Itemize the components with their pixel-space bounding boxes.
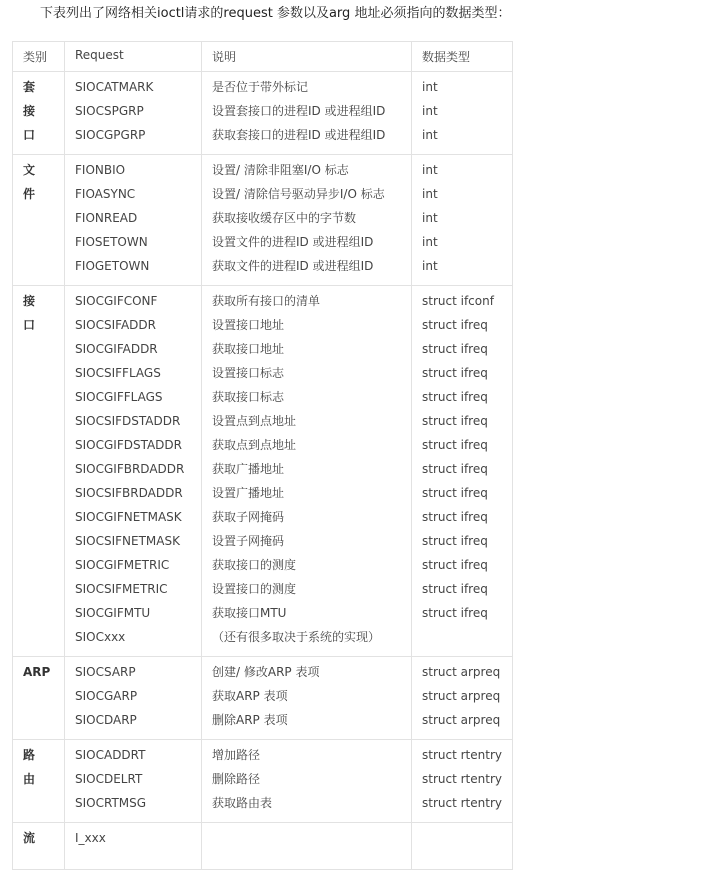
request-cell-line: SIOCGIFMTU	[75, 606, 151, 620]
request-cell-line: FIOGETOWN	[75, 259, 150, 273]
data-type-cell-line: struct ifreq	[422, 462, 488, 476]
description-cell-line: 获取接口标志	[212, 390, 285, 404]
description-cell-line: 获取套接口的进程ID 或进程组ID	[212, 128, 386, 142]
request-cell	[65, 657, 202, 740]
data-type-cell-line: struct rtentry	[422, 748, 502, 762]
data-type-cell-line: struct ifreq	[422, 558, 488, 572]
request-cell	[65, 286, 202, 657]
data-type-cell	[412, 72, 513, 155]
request-cell	[65, 155, 202, 286]
description-cell-line: 删除路径	[212, 772, 261, 786]
category-cell	[13, 286, 65, 657]
description-cell-line: 获取点到点地址	[212, 438, 297, 452]
request-cell-line: SIOCSIFADDR	[75, 318, 156, 332]
category-cell-line: 路	[23, 748, 36, 762]
header-category: 类别	[13, 42, 65, 72]
description-cell	[202, 155, 412, 286]
table-header-row	[13, 42, 513, 72]
description-cell-line: （还有很多取决于系统的实现）	[212, 630, 381, 644]
description-cell-line: 设置接口标志	[212, 366, 285, 380]
table-row	[13, 155, 513, 286]
description-cell-line: 增加路径	[212, 748, 261, 762]
request-cell-line: FIONBIO	[75, 163, 126, 177]
request-cell-line: SIOCGIFFLAGS	[75, 390, 163, 404]
request-cell-line: SIOCGIFNETMASK	[75, 510, 182, 524]
data-type-cell-line: int	[422, 80, 438, 94]
description-cell	[202, 657, 412, 740]
description-cell-line: 设置文件的进程ID 或进程组ID	[212, 235, 374, 249]
description-cell-line: 设置子网掩码	[212, 534, 285, 548]
request-cell-line: SIOCSIFFLAGS	[75, 366, 161, 380]
description-cell	[202, 823, 412, 870]
data-type-cell-line: struct ifreq	[422, 414, 488, 428]
request-cell-line: SIOCGPGRP	[75, 128, 146, 142]
category-cell-line: 接	[23, 104, 36, 118]
data-type-cell-line: int	[422, 211, 438, 225]
category-cell-line: ARP	[23, 665, 51, 679]
description-cell-line: 获取接口地址	[212, 342, 285, 356]
category-cell-line: 口	[23, 128, 36, 142]
description-cell-line: 设置接口地址	[212, 318, 285, 332]
data-type-cell-line: struct ifreq	[422, 486, 488, 500]
request-cell-line: SIOCSIFNETMASK	[75, 534, 180, 548]
data-type-cell-line: struct arpreq	[422, 689, 501, 703]
request-cell	[65, 740, 202, 823]
request-cell-line: SIOCSIFBRDADDR	[75, 486, 183, 500]
description-cell	[202, 286, 412, 657]
table-row	[13, 72, 513, 155]
data-type-cell-line: int	[422, 187, 438, 201]
request-cell-line: SIOCSPGRP	[75, 104, 144, 118]
description-cell-line: 设置/ 清除非阻塞I/O 标志	[212, 163, 349, 177]
category-cell	[13, 155, 65, 286]
data-type-cell-line: int	[422, 163, 438, 177]
category-cell	[13, 740, 65, 823]
request-cell-line: SIOCSIFMETRIC	[75, 582, 168, 596]
data-type-cell-line: struct ifreq	[422, 606, 488, 620]
category-cell-line: 套	[23, 80, 36, 94]
request-cell-line: SIOCxxx	[75, 630, 126, 644]
data-type-cell-line: struct ifreq	[422, 366, 488, 380]
data-type-cell	[412, 823, 513, 870]
category-cell-line: 口	[23, 318, 36, 332]
data-type-cell-line: struct ifreq	[422, 438, 488, 452]
category-cell	[13, 657, 65, 740]
data-type-cell	[412, 740, 513, 823]
category-cell-line: 件	[23, 187, 36, 201]
description-cell-line: 获取接口MTU	[212, 606, 287, 620]
table-row	[13, 657, 513, 740]
ioctl-table	[12, 41, 513, 870]
category-cell	[13, 72, 65, 155]
data-type-cell-line	[422, 830, 502, 854]
description-cell-line: 获取文件的进程ID 或进程组ID	[212, 259, 374, 273]
description-cell-line: 获取路由表	[212, 796, 273, 810]
data-type-cell-line: struct arpreq	[422, 665, 501, 679]
request-cell	[65, 72, 202, 155]
data-type-cell-line	[422, 629, 502, 653]
data-type-cell-line: struct ifreq	[422, 318, 488, 332]
request-cell-line: SIOCSIFDSTADDR	[75, 414, 181, 428]
request-cell	[65, 823, 202, 870]
data-type-cell-line: struct ifreq	[422, 582, 488, 596]
description-cell-line	[212, 830, 401, 854]
data-type-cell-line: struct rtentry	[422, 772, 502, 786]
request-cell-line: FIOSETOWN	[75, 235, 148, 249]
description-cell-line: 创建/ 修改ARP 表项	[212, 665, 320, 679]
request-cell-line: FIONREAD	[75, 211, 138, 225]
data-type-cell-line: struct arpreq	[422, 713, 501, 727]
category-cell	[13, 823, 65, 870]
data-type-cell	[412, 155, 513, 286]
request-cell-line: SIOCGIFMETRIC	[75, 558, 170, 572]
data-type-cell-line: int	[422, 235, 438, 249]
header-description: 说明	[202, 42, 412, 72]
table-row	[13, 286, 513, 657]
data-type-cell-line: struct ifreq	[422, 342, 488, 356]
intro-paragraph: 下表列出了网络相关ioctl请求的request 参数以及arg 地址必须指向的数据类型：	[40, 6, 511, 21]
request-cell-line: SIOCGIFCONF	[75, 294, 158, 308]
data-type-cell-line: struct rtentry	[422, 796, 502, 810]
description-cell-line: 设置接口的测度	[212, 582, 297, 596]
data-type-cell-line: int	[422, 128, 438, 142]
request-cell-line: FIOASYNC	[75, 187, 136, 201]
description-cell-line: 获取广播地址	[212, 462, 285, 476]
category-cell-line: 接	[23, 294, 36, 308]
description-cell-line: 获取接收缓存区中的字节数	[212, 211, 357, 225]
category-cell-line: 由	[23, 772, 36, 786]
request-cell-line: I_xxx	[75, 831, 106, 845]
description-cell-line: 设置/ 清除信号驱动异步I/O 标志	[212, 187, 385, 201]
request-cell-line: SIOCGIFBRDADDR	[75, 462, 185, 476]
request-cell-line: SIOCATMARK	[75, 80, 154, 94]
description-cell-line: 设置广播地址	[212, 486, 285, 500]
data-type-cell-line: int	[422, 259, 438, 273]
request-cell-line: SIOCDELRT	[75, 772, 143, 786]
request-cell-line: SIOCGIFADDR	[75, 342, 158, 356]
data-type-cell-line: struct ifreq	[422, 390, 488, 404]
category-cell-line: 流	[23, 831, 36, 845]
data-type-cell	[412, 286, 513, 657]
data-type-cell	[412, 657, 513, 740]
request-cell-line: SIOCGARP	[75, 689, 138, 703]
request-cell-line: SIOCDARP	[75, 713, 137, 727]
description-cell	[202, 740, 412, 823]
description-cell	[202, 72, 412, 155]
header-data-type: 数据类型	[412, 42, 513, 72]
request-cell-line: SIOCGIFDSTADDR	[75, 438, 183, 452]
category-cell-line: 文	[23, 163, 36, 177]
request-cell-line: SIOCRTMSG	[75, 796, 147, 810]
data-type-cell-line: struct ifconf	[422, 294, 494, 308]
table-body	[13, 72, 513, 870]
request-cell-line: SIOCSARP	[75, 665, 136, 679]
description-cell-line: 获取子网掩码	[212, 510, 285, 524]
table-row	[13, 740, 513, 823]
data-type-cell-line: struct ifreq	[422, 510, 488, 524]
description-cell-line: 是否位于带外标记	[212, 80, 309, 94]
request-cell-line: SIOCADDRT	[75, 748, 146, 762]
data-type-cell-line: int	[422, 104, 438, 118]
description-cell-line: 设置点到点地址	[212, 414, 297, 428]
description-cell-line: 获取所有接口的清单	[212, 294, 321, 308]
description-cell-line: 获取接口的测度	[212, 558, 297, 572]
description-cell-line: 设置套接口的进程ID 或进程组ID	[212, 104, 386, 118]
description-cell-line: 删除ARP 表项	[212, 713, 288, 727]
data-type-cell-line: struct ifreq	[422, 534, 488, 548]
table-row	[13, 823, 513, 870]
description-cell-line: 获取ARP 表项	[212, 689, 288, 703]
header-request: Request	[65, 42, 202, 72]
